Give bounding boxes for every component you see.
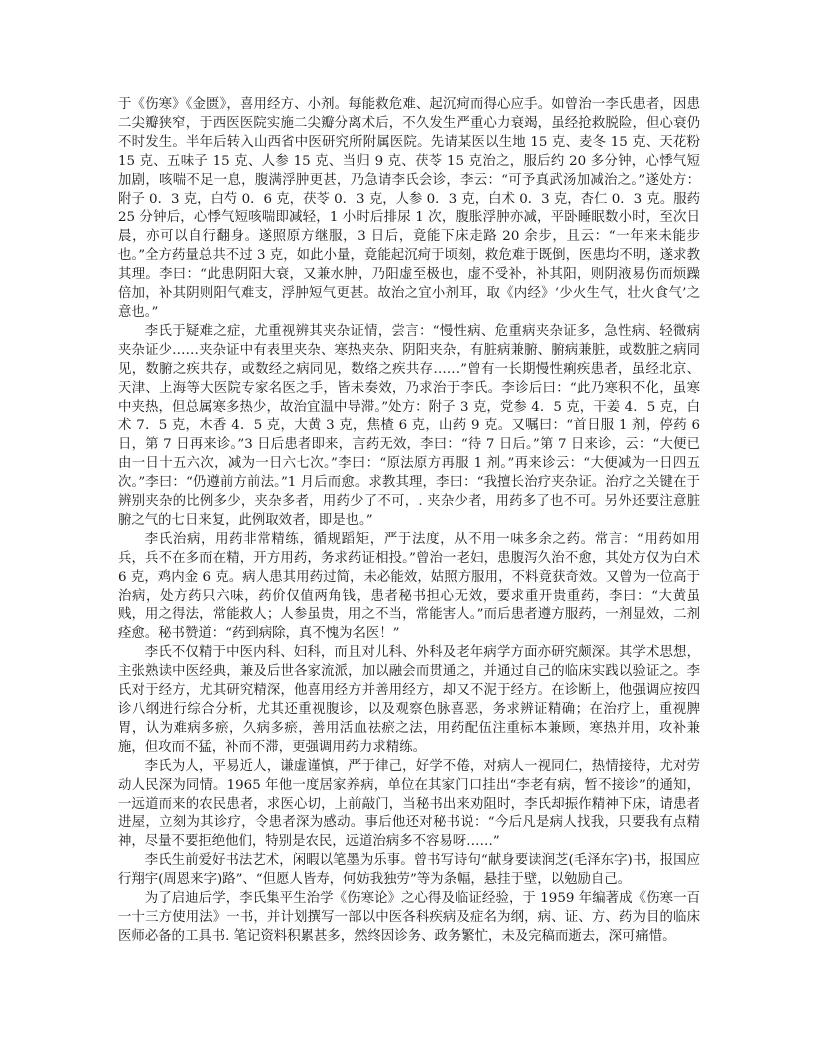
paragraph-5: 李氏为人，平易近人，谦虚谨慎，严于律己，好学不倦，对病人一视同仁，热情接待，尤对劳动人民深为同情。1965 年他一度居家养病，单位在其家门口挂出“李老有病，暂不接诊”的通知，一远道而来的农民患者，求医心切，上前敲门，当秘书出来劝阻时，李氏却振作精神下床，请患者进屋，立刻为其诊疗，令患者深为感动。事后他还对秘书说：“今后凡是病人找我，只要我有点精神，尽量不要拒绝他们，特别是农民，远道治病多不容易呀……” [118, 758, 700, 850]
paragraph-3: 李氏治病，用药非常精练，循规蹈矩，严于法度，从不用一味多余之药。常言：“用药如用兵，兵不在多而在精，开方用药，务求药证相投。”曾治一老妇，患腹泻久治不愈，其处方仅为白术 6 克，鸡内金 6 克。病人患其用药过简，未必能效，姑照方服用，不料竟获奇效。又曾为一位高于治病，处方药只六味，药价仅值两角钱，患者秘书担心无效，要求重开贵重药，李曰：“大黄虽贱，用之得法，常能救人；人参虽贵，用之不当，常能害人。”而后患者遵方服药，一剂显效，二剂痊愈。秘书赞道：“药到病除，真不愧为名医！” [118, 531, 700, 642]
paragraph-4: 李氏不仅精于中医内科、妇科，而且对儿科、外科及老年病学方面亦研究颇深。其学术思想，主张熟读中医经典，兼及后世各家流派，加以融会而贯通之，并通过自己的临床实践以验证之。李氏对于经方，尤其研究精深，他喜用经方并善用经方，却又不泥于经方。在诊断上，他强调应按四诊八纲进行综合分析，尤其还重视腹诊，以及观察色脉喜恶，务求辨证精确；在治疗上，重视脾胃，认为难病多瘀，久病多瘀，善用活血祛瘀之法，用药配伍注重标本兼顾，寒热并用，攻补兼施，但攻而不猛，补而不滞，更强调用药力求精练。 [118, 645, 700, 755]
paragraph-1: 于《伤寒》《金匮》，喜用经方、小剂。每能救危难、起沉疴而得心应手。如曾治一李氏患者，因患二尖瓣狭窄，于西医医院实施二尖瓣分离术后，不久发生严重心力衰竭，虽经抢救脱险，但心衰仍不时发生。半年后转入山西省中医研究所附属医院。先请某医以生地 15 克、麦冬 15 克、天花粉 15 克、五味子 15 克、人参 15 克、当归 9 克、茯苓 15 克治之，服后约 20 多分钟，心悸气短加剧，咳喘不足一息，腹满浮肿更甚，乃急请李氏会诊，李云：“可予真武汤加减治之。”遂处方：附子 0．3 克，白芍 0．6 克，茯苓 0．3 克，人参 0．3 克，白术 0．3 克，杏仁 0．3 克。服药 25 分钟后，心悸气短咳喘即减轻，1 小时后排尿 1 次，腹胀浮肿亦减，平卧睡眠数小时，至次日晨，亦可以自行翻身。遂照原方继服，3 日后，竟能下床走路 20 余步，且云：“一年来未能步也。”全方药量总共不过 3 克，如此小量，竟能起沉疴于顷刻，救危难于既倒，医患均不明，遂求教其理。李曰：“此患阴阳大衰，又兼水肿，乃阳虚至极也，虚不受补，补其阳，则阴液易伤而烦躁倍加，补其阴则阳气难支，浮肿短气更甚。故治之宜小剂耳，取《内经》‘少火生气，壮火食气’之意也。” [118, 97, 700, 320]
paragraph-2: 李氏于疑难之症，尤重视辨其夹杂证情，尝言：“慢性病、危重病夹杂证多，急性病、轻微病夹杂证少……夹杂证中有表里夹杂、寒热夹杂、阴阳夹杂，有脏病兼腑、腑病兼脏，或数脏之病同见，数腑之疾共存，或数经之病同见，数络之疾共存……”曾有一长期慢性痢疾患者，虽经北京、天津、上海等大医院专家名医之手，皆未奏效，乃求治于李氏。李诊后曰：“此乃寒积不化，虽寒中夹热，但总属寒多热少，故治宜温中导滞。”处方：附子 3 克，党参 4．5 克，干姜 4．5 克，白术 7．5 克，木香 4．5 克，大黄 3 克，焦楂 6 克，山药 9 克。又嘱曰：“首日服 1 剂，停药 6 日，第 7 日再来诊。”3 日后患者即来，言药无效，李曰：“待 7 日后。”第 7 日来诊，云：“大便已由一日十五六次，减为一日六七次。”李曰：“原法原方再服 1 剂。”再来诊云：“大便减为一日四五次。”李曰：“仍遵前方前法。”1 月后而愈。求教其理，李曰：“我擅长治疗夹杂证。治疗之关键在于辨别夹杂的比例多少，夹杂多者，用药少了不可，. 夹杂少者，用药多了也不可。另外还要注意脏腑之气的七日来复，此例取效者，即是也。” [118, 323, 700, 528]
document-body [118, 96, 700, 947]
paragraph-6: 李氏生前爱好书法艺术，闲暇以笔墨为乐事。曾书写诗句“献身要读润芝(毛泽东字)书，报国应行翔宇(周恩来字)路”、“但愿人皆寿，何妨我独劳”等为条幅，悬挂于壁，以勉励自己。 [118, 853, 700, 888]
paragraph-7: 为了启迪后学，李氏集平生治学《伤寒论》之心得及临证经验，于 1959 年编著成《伤寒一百一十三方使用法》一书，并计划撰写一部以中医各科疾病及症名为纲，病、证、方、药为目的临床医师必备的工具书. 笔记资料积累甚多，然终因诊务、政务繁忙，未及完稿而逝去，深可痛惜。 [118, 891, 700, 944]
